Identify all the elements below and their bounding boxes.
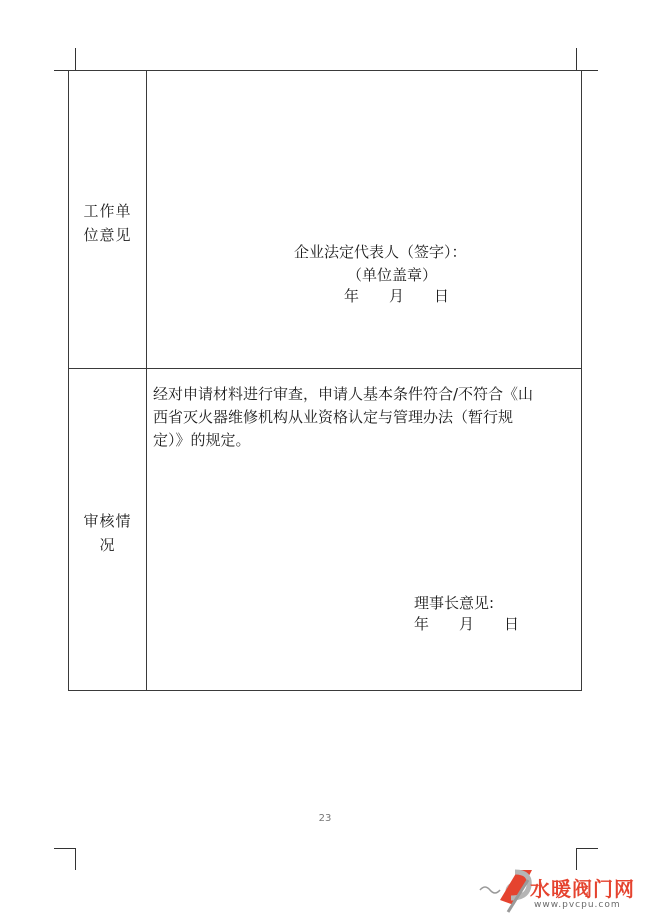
review-date: 年 月 日 [414,615,520,633]
label-line: 审核情 [83,512,132,530]
label-line: 位意见 [83,226,132,244]
label-line: 工作单 [83,202,132,220]
chairman-opinion: 理事长意见: [414,594,495,612]
review-statement-line: 经对申请材料进行审查，申请人基本条件符合/不符合《山 [153,385,534,403]
crop-mark-top-right-v [576,48,577,70]
crop-mark-top-left-v [75,48,76,70]
row-divider [69,368,581,369]
unit-seal: （单位盖章） [347,266,438,284]
review-statement [147,383,583,452]
page-number: 23 [318,813,332,824]
work-unit-opinion-label [69,199,146,247]
review-status-label [69,509,146,557]
crop-mark-bottom-left-v [75,848,76,870]
watermark-url: www.pvcpu.com [534,900,621,910]
work-unit-date: 年 月 日 [344,287,450,305]
column-divider [146,71,147,690]
review-statement-line: 西省灭火器维修机构从业资格认定与管理办法（暂行规 [153,408,514,426]
review-statement-line: 定）》的规定。 [153,431,251,449]
crop-mark-bottom-left-h [54,848,76,849]
legal-representative-signature: 企业法定代表人（签字）： [294,243,467,261]
watermark-brand: 水暖阀门网 [530,877,635,901]
approval-form-table [68,70,582,691]
crop-mark-bottom-right-h [576,848,598,849]
label-line: 况 [99,536,116,554]
